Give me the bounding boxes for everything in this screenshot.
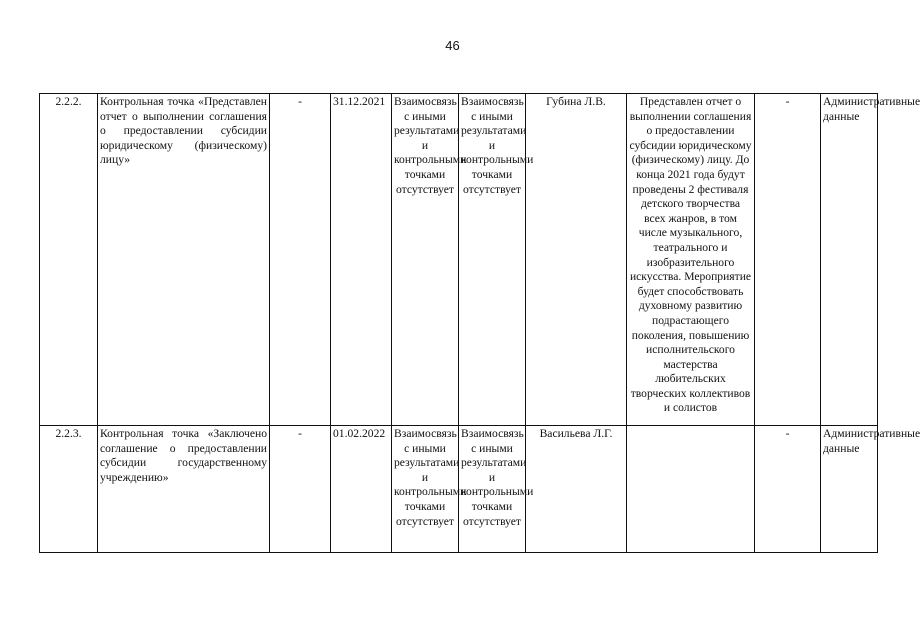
document-cell: - [755,94,821,426]
predecessor-link: Взаимосвязь с иными результатами и контрольными точками отсутствует [392,94,459,426]
row-number: 2.2.2. [40,94,98,426]
document-cell: - [755,426,821,553]
successor-link: Взаимосвязь с иными результатами и контрольными точками отсутствует [459,426,526,553]
due-date: 31.12.2021 [331,94,392,426]
predecessor-link: Взаимосвязь с иными результатами и контрольными точками отсутствует [392,426,459,553]
result-description [627,426,755,553]
responsible-person: Васильева Л.Г. [526,426,627,553]
responsible-person: Губина Л.В. [526,94,627,426]
successor-link: Взаимосвязь с иными результатами и контрольными точками отсутствует [459,94,526,426]
due-date: 01.02.2022 [331,426,392,553]
row-number: 2.2.3. [40,426,98,553]
control-point-name: Контрольная точка «Представлен отчет о выполнении соглашения о предоставлении субсидии юридическому (физическому) лицу» [98,94,270,426]
table-row [40,426,878,553]
information-source: Административные данные [821,94,878,426]
table-row [40,94,878,426]
page-number: 46 [445,38,460,53]
base-value-cell: - [270,426,331,553]
control-points-table [39,93,920,553]
result-description: Представлен отчет о выполнении соглашения о предоставлении субсидии юридическому (физическому) лицу. До конца 2021 года будут проведены 2 фестиваля детского творчества всех жанров, в том числе музыкального, театрального и изобразительного искусства. Мероприятие будет способствовать духовному развитию подрастающего поколения, повышению исполнительского мастерства любительских творческих коллективов и солистов [627,94,755,426]
control-point-name: Контрольная точка «Заключено соглашение о предоставлении субсидии государственному учреждению» [98,426,270,553]
base-value-cell: - [270,94,331,426]
information-source: Административные данные [821,426,878,553]
